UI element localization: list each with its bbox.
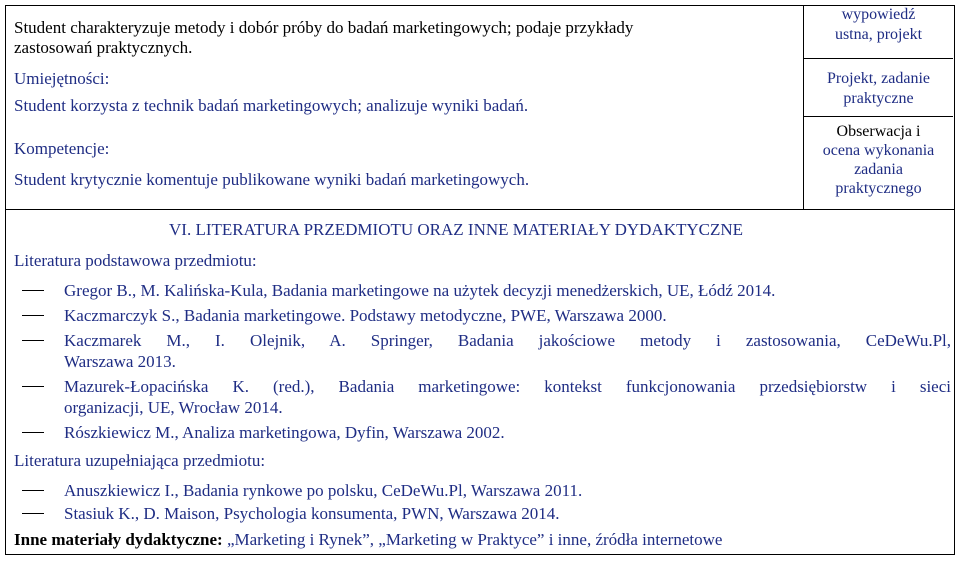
list-dash (22, 513, 44, 514)
other-materials-text: „Marketing i Rynek”, „Marketing w Praktyce” i inne, źródła internetowe (222, 530, 723, 549)
supplementary-literature-item: Anuszkiewicz I., Badania rynkowe po polsku, CeDeWu.Pl, Warszawa 2011. (64, 481, 583, 500)
list-dash (22, 290, 44, 291)
method-3-line4: praktycznego (835, 180, 922, 197)
competence-heading: Kompetencje: (14, 139, 110, 158)
verification-methods-cell (804, 6, 953, 209)
syllabus-table (5, 5, 955, 555)
basic-literature-heading: Literatura podstawowa przedmiotu: (14, 251, 257, 270)
list-dash (22, 340, 44, 341)
skills-text: Student korzysta z technik badań marketingowych; analizuje wyniki badań. (14, 96, 529, 115)
method-2-line2: praktyczne (843, 90, 914, 107)
basic-literature-item: Kaczmarek M., I. Olejnik, A. Springer, Badania jakościowe metody i zastosowania, CeDeWu.Pl, (64, 331, 951, 350)
section-title: VI. LITERATURA PRZEDMIOTU ORAZ INNE MATERIAŁY DYDAKTYCZNE (169, 220, 744, 239)
method-divider-1 (804, 58, 953, 59)
knowledge-text-line2: zastosowań praktycznych. (14, 38, 193, 57)
other-materials-line (14, 530, 722, 550)
list-dash (22, 386, 44, 387)
method-1-line2: ustna, projekt (834, 26, 923, 43)
list-dash (22, 315, 44, 316)
basic-literature-item: Rószkiewicz M., Analiza marketingowa, Dyfin, Warszawa 2002. (64, 423, 505, 442)
other-materials-label: Inne materiały dydaktyczne: (14, 530, 223, 549)
supplementary-literature-item: Stasiuk K., D. Maison, Psychologia konsumenta, PWN, Warszawa 2014. (64, 504, 560, 523)
method-3-line2: ocena wykonania (822, 142, 935, 159)
knowledge-text-line1: Student charakteryzuje metody i dobór próby do badań marketingowych; podaje przykłady (14, 18, 634, 37)
competence-text: Student krytycznie komentuje publikowane wyniki badań marketingowych. (14, 170, 530, 189)
basic-literature-item: Kaczmarczyk S., Badania marketingowe. Podstawy metodyczne, PWE, Warszawa 2000. (64, 306, 667, 325)
supplementary-literature-heading: Literatura uzupełniająca przedmiotu: (14, 451, 266, 470)
method-3-line3: zadania (854, 161, 903, 178)
method-2-line1: Projekt, zadanie (826, 70, 931, 87)
skills-heading: Umiejętności: (14, 69, 110, 88)
basic-literature-item-continued: Warszawa 2013. (64, 352, 176, 371)
learning-outcomes-cell (6, 6, 804, 209)
method-divider-2 (804, 116, 953, 117)
basic-literature-item: Gregor B., M. Kalińska-Kula, Badania marketingowe na użytek decyzji menedżerskich, UE, Łódź 2014. (64, 281, 776, 300)
basic-literature-item-continued: organizacji, UE, Wrocław 2014. (64, 398, 283, 417)
basic-literature-item: Mazurek-Łopacińska K. (red.), Badania marketingowe: kontekst funkcjonowania przedsiębiorstw i sieci (64, 377, 951, 396)
method-3-line1: Obserwacja i (836, 123, 921, 140)
section-divider (6, 209, 954, 210)
list-dash (22, 490, 44, 491)
list-dash (22, 432, 44, 433)
method-1-line1: wypowiedź (841, 6, 916, 23)
